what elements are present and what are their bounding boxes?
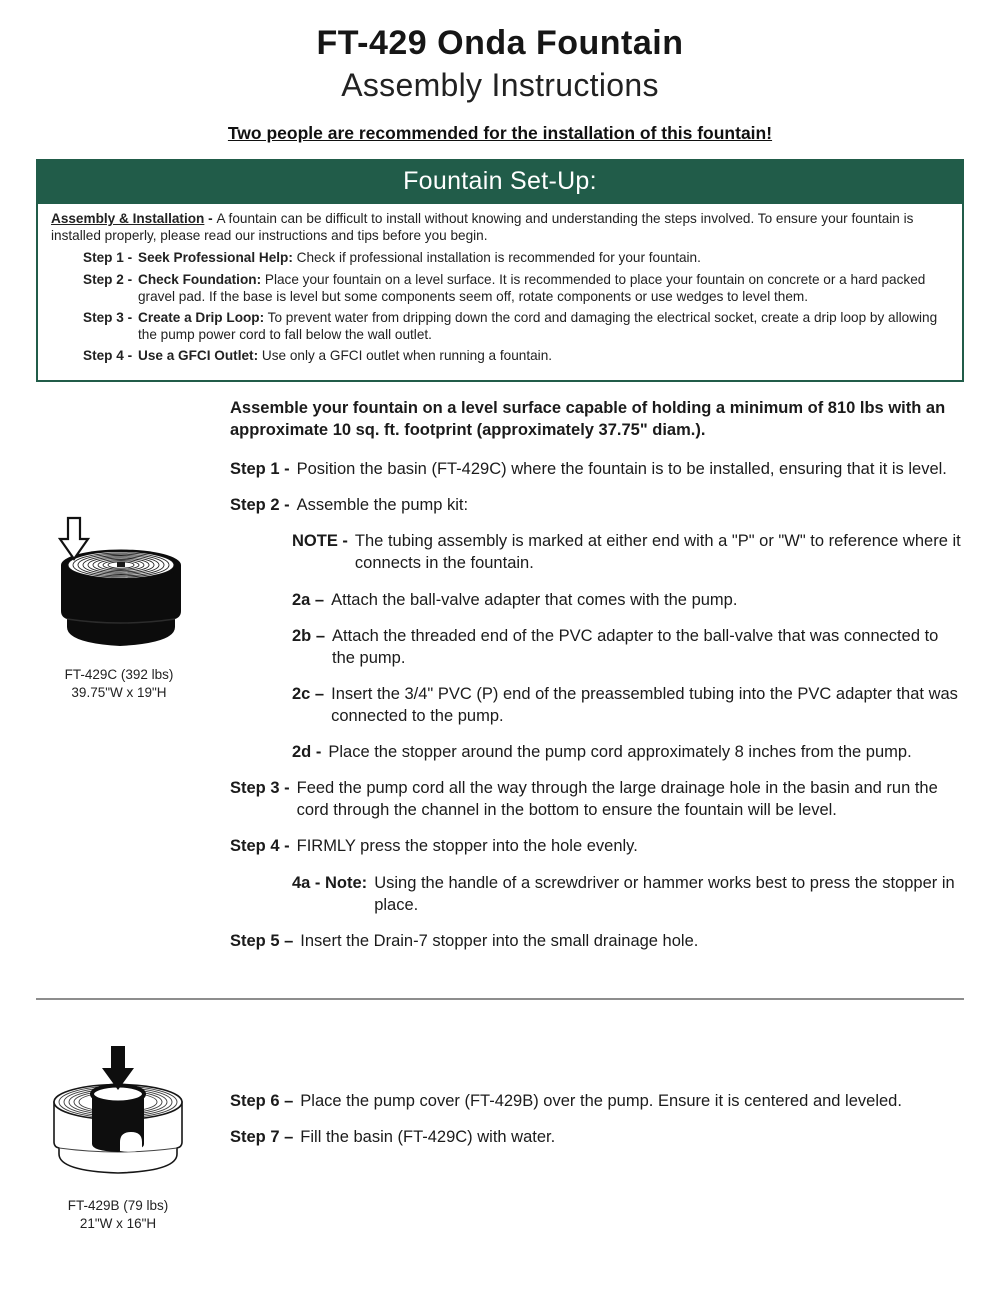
setup-step-1 [83,250,950,267]
substep-text: Place the stopper around the pump cord approximately 8 inches from the pump. [328,743,912,762]
figure-caption [38,1197,198,1233]
setup-intro [51,211,950,244]
figure-caption-line1: FT-429B (79 lbs) [67,1197,169,1213]
step-text: Fill the basin (FT-429C) with water. [300,1127,556,1146]
assembly-substep-2d [292,741,964,763]
step-label: Step 2 - [83,272,133,288]
assembly-substep-4a [292,872,964,916]
arch-cutout [120,1132,142,1152]
figure-caption-line1: FT-429C (392 lbs) [64,666,174,682]
figure-caption-line2: 39.75"W x 19"H [71,685,167,701]
setup-box [36,204,964,382]
step-label: Step 5 – [230,931,294,950]
assembly-step-6 [230,1090,964,1112]
assembly-intro: Assemble your fountain on a level surface capable of holding a minimum of 810 lbs with an approximate 10 sq. ft. footprint (approximately 37.75" diam.). [230,398,946,440]
step-label: Step 4 - [230,837,290,856]
note-label: NOTE - [292,532,348,551]
ft-429b-figure [38,1044,198,1233]
assembly-step-5 [230,930,964,952]
doc-title: FT-429 Onda Fountain [316,24,684,62]
setup-section [36,159,964,382]
setup-intro-dash: - [204,211,217,227]
step-text: Feed the pump cord all the way through the large drainage hole in the basin and run the cord through the channel in the bottom to ensure the fountain will be level. [296,779,938,820]
step-label: Step 7 – [230,1127,294,1146]
step-label: Step 2 - [230,496,290,515]
assembly-substep-2a [292,589,964,611]
figure-caption-line2: 21"W x 16"H [79,1216,157,1232]
assembly-substep-2b [292,625,964,669]
step-title: Seek Professional Help: [138,250,293,266]
step-label: Step 3 - [83,310,133,326]
setup-intro-text: A fountain can be difficult to install without knowing and understanding the steps involved. To ensure your fountain is installed properly, please read our instructions and tips before you begin. [51,211,914,243]
step-text: FIRMLY press the stopper into the hole evenly. [296,837,638,856]
step-title: Check Foundation: [138,272,262,288]
substep-label: 2d - [292,743,322,762]
finishing-content [230,1000,964,1148]
figure-caption [44,666,194,702]
finishing-section [0,1000,1000,1300]
setup-step-4 [83,348,950,365]
setup-step-2 [83,272,950,305]
substep-text: Using the handle of a screwdriver or hammer works best to press the stopper in place. [374,873,955,914]
step-text: Place your fountain on a level surface. It is recommended to place your fountain on concrete or a hard packed gravel pad. If the base is level but some components seem off, rotate components or use wedges to level them. [138,272,926,304]
assembly-section [0,397,1000,952]
step-label: Step 1 - [83,250,133,266]
substep-text: Insert the 3/4" PVC (P) end of the preassembled tubing into the PVC adapter that was connected to the pump. [331,684,958,725]
note-text: The tubing assembly is marked at either end with a "P" or "W" to reference where it connects in the fountain. [354,532,961,573]
setup-banner: Fountain Set-Up: [36,159,964,204]
substep-text: Attach the ball-valve adapter that comes with the pump. [331,590,738,609]
assembly-content [230,397,964,952]
step-label: Step 6 – [230,1091,294,1110]
step-text: Use only a GFCI outlet when running a fountain. [258,348,553,364]
step-text: Position the basin (FT-429C) where the fountain is to be installed, ensuring that it is level. [296,460,947,479]
substep-label: 2c – [292,684,325,703]
substep-label: 2a – [292,590,325,609]
step-text: Insert the Drain-7 stopper into the small drainage hole. [300,931,699,950]
assembly-note [292,530,964,574]
assembly-step-2 [230,494,964,516]
step-label: Step 3 - [230,779,290,798]
step-text: Place the pump cover (FT-429B) over the pump. Ensure it is centered and leveled. [300,1091,902,1110]
step-label: Step 1 - [230,460,290,479]
assembly-step-4 [230,835,964,857]
doc-subtitle: Assembly Instructions [341,66,659,103]
document-header [0,0,1000,144]
substep-label: 2b – [292,626,326,645]
substep-label: 4a - Note: [292,873,368,892]
basin-illustration [44,515,194,655]
step-title: Create a Drip Loop: [138,310,265,326]
assembly-step-1 [230,458,964,480]
warning-text: Two people are recommended for the installation of this fountain! [227,123,773,144]
step-text: Assemble the pump kit: [296,496,469,515]
setup-intro-label: Assembly & Installation [51,211,205,227]
assembly-step-7 [230,1126,964,1148]
assembly-step-3 [230,777,964,821]
ft-429c-figure [44,515,194,702]
step-text: To prevent water from dripping down the cord and damaging the electrical socket, create a drip loop by allowing the pump power cord to fall below the wall outlet. [138,310,938,342]
substep-text: Attach the threaded end of the PVC adapter to the ball-valve that was connected to the pump. [332,626,939,667]
pump-cover-illustration [38,1044,198,1186]
step-label: Step 4 - [83,348,133,364]
assembly-substep-2c [292,683,964,727]
step-text: Check if professional installation is recommended for your fountain. [292,250,701,266]
step-title: Use a GFCI Outlet: [138,348,259,364]
down-arrow-icon [102,1046,134,1090]
setup-step-3 [83,310,950,343]
